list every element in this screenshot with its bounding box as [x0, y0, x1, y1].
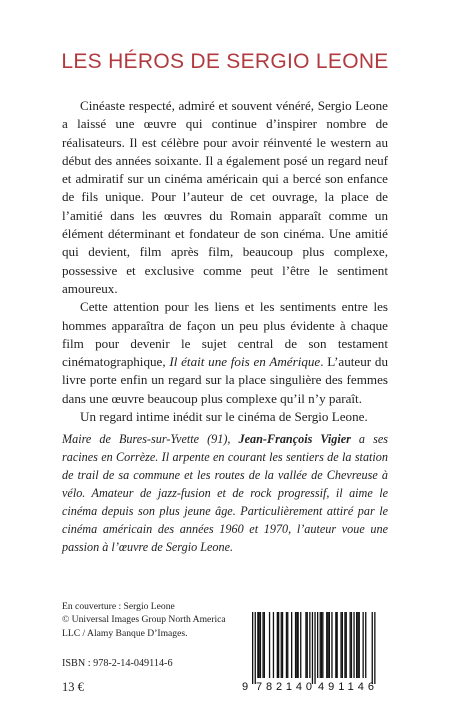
barcode-bar	[329, 612, 330, 678]
barcode-bar	[346, 612, 347, 678]
barcode-bar	[257, 612, 258, 678]
barcode-bar	[327, 612, 328, 678]
barcode-bar	[331, 612, 332, 678]
blurb-paragraph-2	[62, 298, 388, 408]
author-intro: Maire de Bures-sur-Yvette (91),	[62, 432, 239, 446]
barcode-bar	[317, 612, 318, 678]
barcode-bar	[278, 612, 279, 678]
price: 13 €	[62, 680, 84, 694]
barcode-bar	[281, 612, 282, 678]
barcode-bar	[374, 612, 375, 684]
blurb-p2-end: . L’auteur du livre porte enfin un regard sur la place singulière des femmes dans une œuvre beaucoup plus complexe qu’il n’y paraît.	[62, 354, 388, 406]
cover-credits	[62, 600, 242, 640]
barcode-bar	[340, 612, 341, 678]
barcode-bar	[337, 612, 338, 678]
blurb-p2-start: Cette attention pour les liens et les sentiments entre les hommes apparaîtra de façon un peu plus évidente à chaque film pour devenir le sujet central de son testament cinématographique,	[62, 299, 388, 370]
barcode-first-digit: 9	[242, 681, 249, 693]
barcode-bar	[298, 612, 299, 678]
blurb-paragraph-1: Cinéaste respecté, admiré et souvent vénéré, Sergio Leone a laissé une œuvre qui continue d’inspirer nombre de réalisateurs. Il est célèbre pour avoir réinventé le western au début des années soixante. Il a également posé un regard neuf et admiratif sur un cinéma américain qui a bercé son enfance de fils unique. Pour l’auteur de cet ouvrage, la place de l’amitié dans les œuvres du Romain apparaît comme un élément déterminant et fondateur de son cinéma. Une amitié qui devient, film après film, beaucoup plus complexe, possessive et exclusive comme peut l’être le sentiment amoureux.	[62, 98, 388, 296]
barcode-bar	[305, 612, 306, 678]
barcode-bar	[342, 612, 343, 678]
barcode-bar	[300, 612, 301, 678]
barcode-bar	[260, 612, 261, 678]
author-bio	[62, 430, 388, 556]
barcode-bar	[264, 612, 265, 678]
credits-line-3: LLC / Alamy Banque D’Images.	[62, 627, 188, 639]
barcode-bar	[350, 612, 351, 678]
film-title: Il était une fois en Amérique	[169, 354, 321, 370]
barcode-bar	[287, 612, 288, 678]
barcode-bar	[277, 612, 278, 678]
barcode-bar	[335, 612, 336, 678]
barcode-bar	[286, 612, 287, 678]
barcode-bar	[259, 612, 260, 678]
isbn: ISBN : 978-2-14-049114-6	[62, 658, 173, 669]
credits-line-2: © Universal Images Group North America	[62, 614, 226, 626]
barcode-bar	[365, 612, 366, 678]
barcode-bar	[363, 612, 364, 678]
barcode-bar	[307, 612, 308, 678]
barcode-bar	[255, 612, 256, 684]
barcode-bar	[322, 612, 323, 678]
barcode-bar	[269, 612, 270, 678]
barcode-bar	[351, 612, 352, 678]
barcode-bar	[353, 612, 354, 678]
barcode-bar	[320, 612, 321, 678]
barcode-bar	[372, 612, 373, 684]
barcode	[240, 610, 386, 694]
barcode-bar	[262, 612, 263, 678]
author-name: Jean-François Vigier	[238, 432, 351, 446]
barcode-bar	[344, 612, 345, 678]
barcode-bar	[252, 612, 253, 684]
barcode-bar	[296, 612, 297, 678]
barcode-bar	[291, 612, 292, 678]
barcode-bar	[321, 612, 322, 678]
credits-line-1: En couverture : Sergio Leone	[62, 601, 175, 612]
barcode-bar	[359, 612, 360, 678]
barcode-bar	[312, 612, 313, 684]
barcode-bar	[326, 612, 327, 678]
blurb-paragraph-3: Un regard intime inédit sur le cinéma de Sergio Leone.	[80, 409, 368, 425]
back-cover-blurb	[62, 97, 388, 426]
barcode-bar	[282, 612, 283, 678]
barcode-left-digits: 782140	[256, 681, 312, 693]
barcode-bar	[314, 612, 315, 684]
barcode-bar	[357, 612, 358, 678]
barcode-bar	[356, 612, 357, 678]
barcode-right-digits: 491146	[318, 681, 374, 693]
barcode-icon	[240, 610, 386, 694]
book-title: LES HÉROS DE SERGIO LEONE	[61, 50, 389, 74]
author-bio-text: a ses racines en Corrèze. Il arpente en courant les sentiers de la station de trail de sa commune et les routes de la vallée de Chevreuse à vélo. Amateur de jazz-fusion et de rock progressif, il aime le cinéma depuis son plus jeune âge. Particulièrement attiré par le cinéma américain des années 1960 et 1970, l’auteur voue une passion à l’œuvre de Sergio Leone.	[62, 432, 388, 554]
barcode-bar	[295, 612, 296, 678]
barcode-bar	[309, 612, 310, 678]
barcode-bar	[273, 612, 274, 678]
